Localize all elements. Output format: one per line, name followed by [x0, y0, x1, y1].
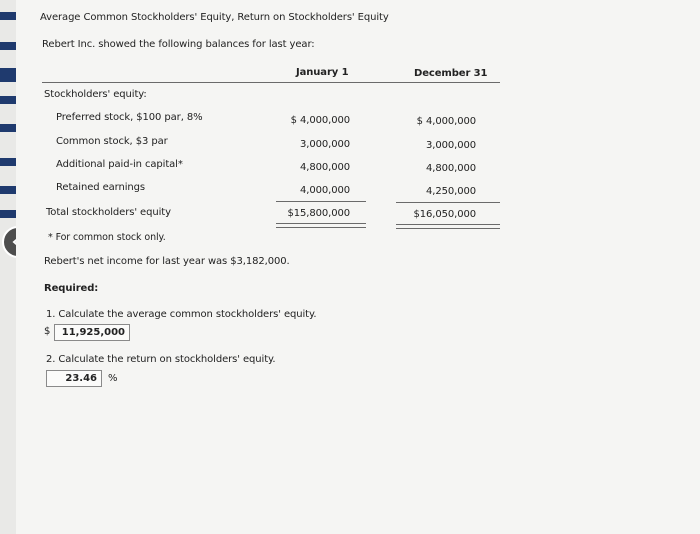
row-value-december: 4,800,000	[426, 163, 476, 174]
problem-sheet	[16, 0, 700, 534]
left-progress-bar	[0, 0, 16, 534]
total-value-december: $16,050,000	[413, 209, 476, 220]
progress-marker	[0, 12, 16, 20]
currency-prefix: $	[44, 326, 51, 337]
progress-marker	[0, 124, 16, 132]
row-value-december: 4,250,000	[426, 186, 476, 197]
page-title: Average Common Stockholders' Equity, Return on Stockholders' Equity	[40, 12, 389, 23]
section-label: Stockholders' equity:	[44, 89, 147, 100]
total-double-rule-december	[396, 224, 500, 229]
row-value-january: 3,000,000	[300, 139, 350, 150]
total-value-january: $15,800,000	[287, 208, 350, 219]
footnote: * For common stock only.	[48, 232, 166, 243]
row-label: Additional paid-in capital*	[56, 159, 183, 170]
row-value-january: 4,000,000	[300, 185, 350, 196]
progress-marker	[0, 42, 16, 50]
row-value-december: $ 4,000,000	[416, 116, 476, 127]
progress-marker	[0, 158, 16, 166]
column-header-december: December 31	[414, 68, 488, 79]
row-label: Retained earnings	[56, 182, 146, 193]
row-value-january: 4,800,000	[300, 162, 350, 173]
required-label: Required:	[44, 283, 99, 294]
question-1: 1. Calculate the average common stockholders' equity.	[46, 309, 317, 320]
progress-marker	[0, 210, 16, 218]
progress-marker	[0, 68, 16, 82]
subtotal-rule-december	[396, 202, 500, 203]
column-header-january: January 1	[296, 67, 349, 78]
total-label: Total stockholders' equity	[46, 207, 171, 218]
percent-suffix: %	[108, 373, 118, 384]
subtotal-rule-january	[276, 201, 366, 202]
header-rule	[42, 82, 500, 83]
intro-text: Rebert Inc. showed the following balances for last year:	[42, 39, 315, 50]
answer-1-input[interactable]: 11,925,000	[54, 324, 130, 341]
net-income-text: Rebert's net income for last year was $3,182,000.	[44, 256, 290, 267]
progress-marker	[0, 96, 16, 104]
total-double-rule-january	[276, 223, 366, 228]
row-value-january: $ 4,000,000	[290, 115, 350, 126]
row-value-december: 3,000,000	[426, 140, 476, 151]
row-label: Preferred stock, $100 par, 8%	[56, 112, 203, 123]
question-2: 2. Calculate the return on stockholders' equity.	[46, 354, 276, 365]
row-label: Common stock, $3 par	[56, 136, 168, 147]
answer-2-input[interactable]: 23.46	[46, 370, 102, 387]
progress-marker	[0, 186, 16, 194]
